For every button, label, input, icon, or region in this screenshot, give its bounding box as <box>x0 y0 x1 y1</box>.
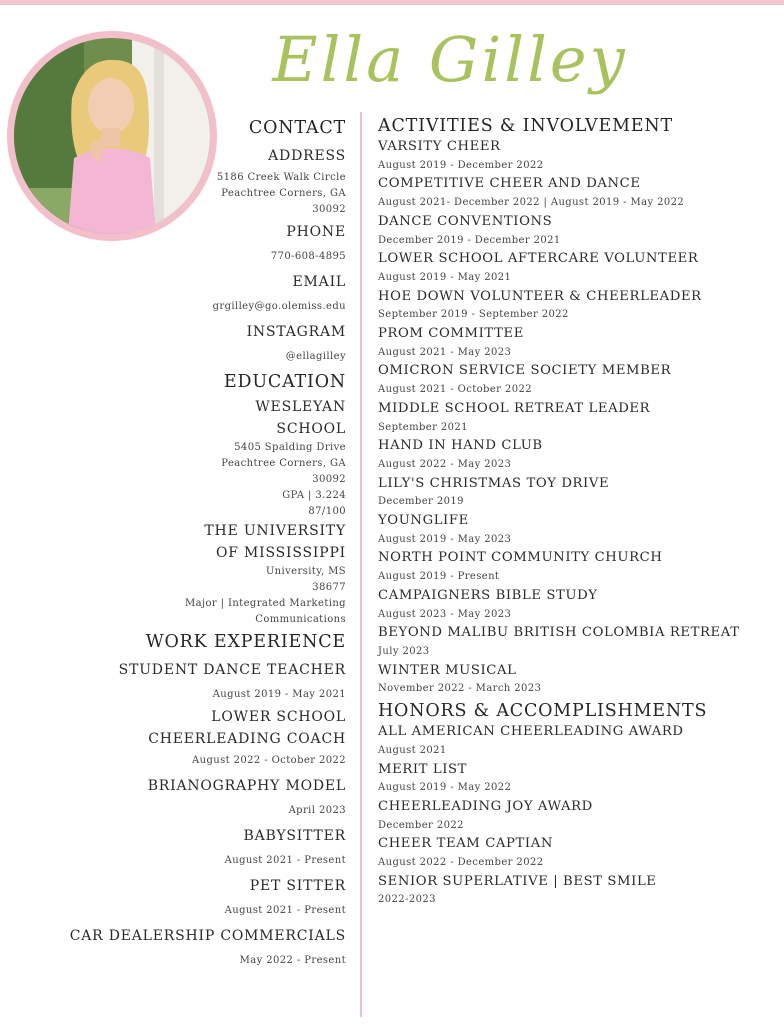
job-dates: August 2019 - May 2021 <box>212 689 346 700</box>
honor-dates: August 2019 - May 2022 <box>378 782 512 794</box>
activity-dates: July 2023 <box>378 645 430 657</box>
top-accent-bar <box>0 0 784 5</box>
email-value[interactable]: grgilley@go.olemiss.edu <box>212 301 346 312</box>
activity-title: LILY'S CHRISTMAS TOY DRIVE <box>378 475 610 491</box>
activity-title: LOWER SCHOOL AFTERCARE VOLUNTEER <box>378 251 699 267</box>
school-address-line-2: Peachtree Corners, GA <box>221 458 346 469</box>
major-line-2: Communications <box>255 614 346 625</box>
column-divider <box>360 112 362 1017</box>
activity-dates: August 2019 - Present <box>378 571 500 583</box>
honor-title: CHEERLEADING JOY AWARD <box>378 798 593 814</box>
phone-value: 770-608-4895 <box>270 251 346 262</box>
university-location-line-1: University, MS <box>265 566 346 577</box>
activity-dates: December 2019 - December 2021 <box>378 234 561 246</box>
school-name-line-2: SCHOOL <box>276 421 346 437</box>
gpa-line-2: 87/100 <box>308 506 346 517</box>
job-title: PET SITTER <box>249 878 346 894</box>
major-line-1: Major | Integrated Marketing <box>184 598 346 609</box>
activity-dates: August 2019 - May 2023 <box>378 533 512 545</box>
honor-title: SENIOR SUPERLATIVE | BEST SMILE <box>378 873 657 889</box>
resume-name: Ella Gilley <box>272 23 628 96</box>
right-column <box>378 114 778 910</box>
activity-title: CAMPAIGNERS BIBLE STUDY <box>378 587 598 603</box>
job-title: BABYSITTER <box>243 828 346 844</box>
honor-title: CHEER TEAM CAPTIAN <box>378 836 553 852</box>
university-name-line-2: OF MISSISSIPPI <box>215 545 346 561</box>
job-dates: May 2022 - Present <box>239 955 346 966</box>
honor-dates: August 2021 <box>378 744 447 756</box>
address-line-1: 5186 Creek Walk Circle <box>216 172 346 183</box>
job-dates: August 2021 - Present <box>224 855 346 866</box>
job-dates: August 2022 - October 2022 <box>192 755 346 766</box>
activities-heading: ACTIVITIES & INVOLVEMENT <box>378 116 673 136</box>
address-line-2: Peachtree Corners, GA <box>221 188 346 199</box>
school-name-line-1: WESLEYAN <box>255 399 346 415</box>
activity-title: YOUNGLIFE <box>378 513 469 529</box>
job-dates: August 2021 - Present <box>224 905 346 916</box>
job-dates: April 2023 <box>288 805 346 816</box>
gpa-line-1: GPA | 3.224 <box>282 490 346 501</box>
education-heading: EDUCATION <box>223 372 346 392</box>
activity-title: BEYOND MALIBU BRITISH COLOMBIA RETREAT <box>378 625 740 641</box>
activity-title: PROM COMMITTEE <box>378 326 524 342</box>
activity-title: COMPETITIVE CHEER AND DANCE <box>378 176 641 192</box>
activity-dates: August 2019 - December 2022 <box>378 159 544 171</box>
honor-title: MERIT LIST <box>378 761 468 777</box>
activity-dates: August 2023 - May 2023 <box>378 608 512 620</box>
instagram-value[interactable]: @ellagilley <box>285 351 346 362</box>
activity-title: HAND IN HAND CLUB <box>378 438 543 454</box>
activity-dates: August 2019 - May 2021 <box>378 271 512 283</box>
activity-dates: August 2021- December 2022 | August 2019 - May 2022 <box>378 197 685 209</box>
job-title-line-2: CHEERLEADING COACH <box>148 731 346 747</box>
job-title: CAR DEALERSHIP COMMERCIALS <box>69 928 346 944</box>
contact-heading: CONTACT <box>248 118 346 138</box>
activity-dates: August 2021 - October 2022 <box>378 384 532 396</box>
address-label: ADDRESS <box>268 148 346 164</box>
activity-title: OMICRON SERVICE SOCIETY MEMBER <box>378 363 672 379</box>
activity-title: NORTH POINT COMMUNITY CHURCH <box>378 550 663 566</box>
school-address-line-1: 5405 Spalding Drive <box>234 442 346 453</box>
university-location-line-2: 38677 <box>312 582 346 593</box>
activity-dates: August 2021 - May 2023 <box>378 346 512 358</box>
job-title: LOWER SCHOOL <box>211 709 346 725</box>
left-column <box>60 114 346 972</box>
address-line-3: 30092 <box>312 204 346 215</box>
activity-title: VARSITY CHEER <box>378 139 501 154</box>
activity-dates: November 2022 - March 2023 <box>378 683 542 695</box>
job-title: STUDENT DANCE TEACHER <box>118 662 346 678</box>
university-name-line-1: THE UNIVERSITY <box>204 523 346 539</box>
email-label: EMAIL <box>292 274 346 290</box>
activity-title: HOE DOWN VOLUNTEER & CHEERLEADER <box>378 288 702 304</box>
activity-dates: September 2021 <box>378 421 468 433</box>
honor-title: ALL AMERICAN CHEERLEADING AWARD <box>378 724 684 740</box>
school-address-line-3: 30092 <box>312 474 346 485</box>
activity-dates: September 2019 - September 2022 <box>378 309 569 321</box>
work-experience-heading: WORK EXPERIENCE <box>145 632 346 652</box>
activity-title: MIDDLE SCHOOL RETREAT LEADER <box>378 400 651 416</box>
honors-heading: HONORS & ACCOMPLISHMENTS <box>378 701 708 722</box>
phone-label: PHONE <box>286 224 346 240</box>
activity-title: DANCE CONVENTIONS <box>378 213 553 229</box>
job-title: BRIANOGRAPHY MODEL <box>147 778 346 794</box>
activity-dates: August 2022 - May 2023 <box>378 458 512 470</box>
honor-dates: December 2022 <box>378 819 464 831</box>
honor-dates: 2022-2023 <box>378 894 436 906</box>
honor-dates: August 2022 - December 2022 <box>378 857 544 869</box>
instagram-label: INSTAGRAM <box>246 324 346 340</box>
activity-dates: December 2019 <box>378 496 464 508</box>
activity-title: WINTER MUSICAL <box>378 662 517 678</box>
